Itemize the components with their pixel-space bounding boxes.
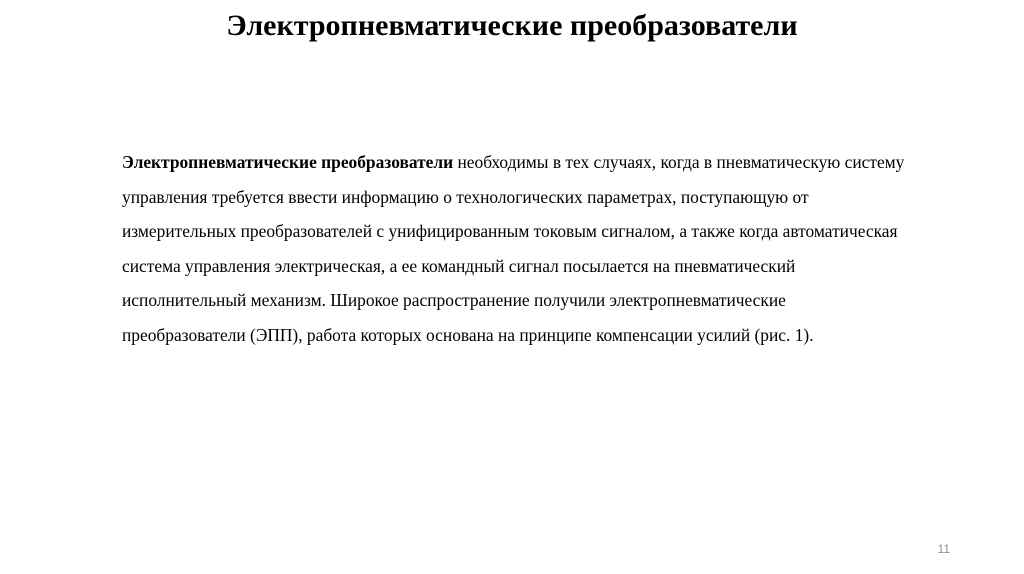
page-number: 11 [937, 542, 950, 556]
body-lead-bold: Электропневматические преобразователи [122, 152, 454, 172]
body-paragraph [122, 145, 912, 353]
slide-title: Электропневматические преобразователи [226, 9, 798, 42]
body-text: необходимы в тех случаях, когда в пневматическую систему управления требуется ввести информацию о технологических параметрах, поступающую от измерительных преобразователей с унифицированным токовым сигналом, а также когда автоматическая система управления электрическая, а ее командный сигнал посылается на пневматический исполнительный механизм. Широкое распространение получили электропневматические преобразователи (ЭПП), работа которых основана на принципе компенсации усилий (рис. 1). [122, 152, 905, 345]
